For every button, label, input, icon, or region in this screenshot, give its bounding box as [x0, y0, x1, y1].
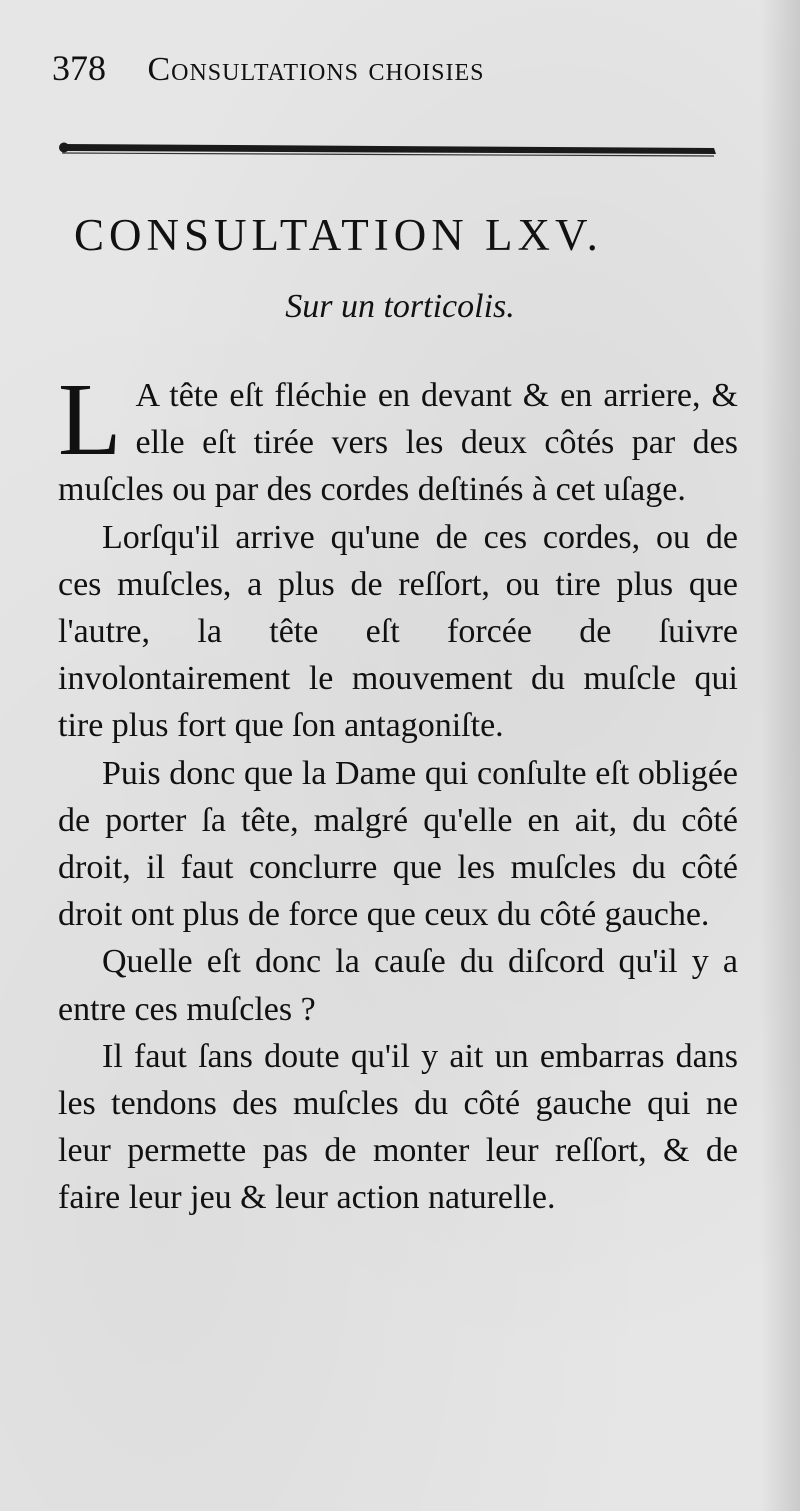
paragraph-2: Lorſqu'il arrive qu'une de ces cordes, ou de ces muſcles, a plus de reſſort, ou tire plus que l'autre, la tête eſt forcée de ſuivre involontairement le mouvement du muſcle qui tire plus fort que ſon antagoniſte. — [58, 518, 738, 745]
drop-cap: L — [58, 362, 122, 477]
paragraph-1-text: A tête eſt fléchie en devant & en arriere, & elle eſt tirée vers les deux côtés par des muſcles ou par des cordes deſtinés à cet uſage. — [58, 377, 738, 509]
page-number: 378 — [52, 48, 106, 88]
running-title: Consultations choisies — [147, 51, 485, 88]
page-gutter-shadow — [760, 0, 800, 1511]
body-text — [58, 362, 738, 1222]
consultation-subtitle: Sur un torticolis. — [285, 288, 515, 325]
consultation-title: CONSULTATION LXV. — [74, 210, 603, 260]
paragraph-3: Puis donc que la Dame qui conſulte eſt obligée de porter ſa tête, malgré qu'elle en ait, du côté droit, il faut conclurre que les muſcles du côté droit ont plus de force que ceux du côté gauche. — [58, 754, 738, 934]
paragraph-1 — [58, 362, 738, 514]
running-head — [52, 40, 732, 96]
paragraph-4: Quelle eſt donc la cauſe du diſcord qu'il y a entre ces muſcles ? — [58, 943, 738, 1028]
ornamental-rule — [58, 138, 718, 160]
paragraph-5: Il faut ſans doute qu'il y ait un embarras dans les tendons des muſcles du côté gauche qui ne leur permette pas de monter leur reſſort, & de faire leur jeu & leur action naturelle. — [58, 1037, 738, 1217]
